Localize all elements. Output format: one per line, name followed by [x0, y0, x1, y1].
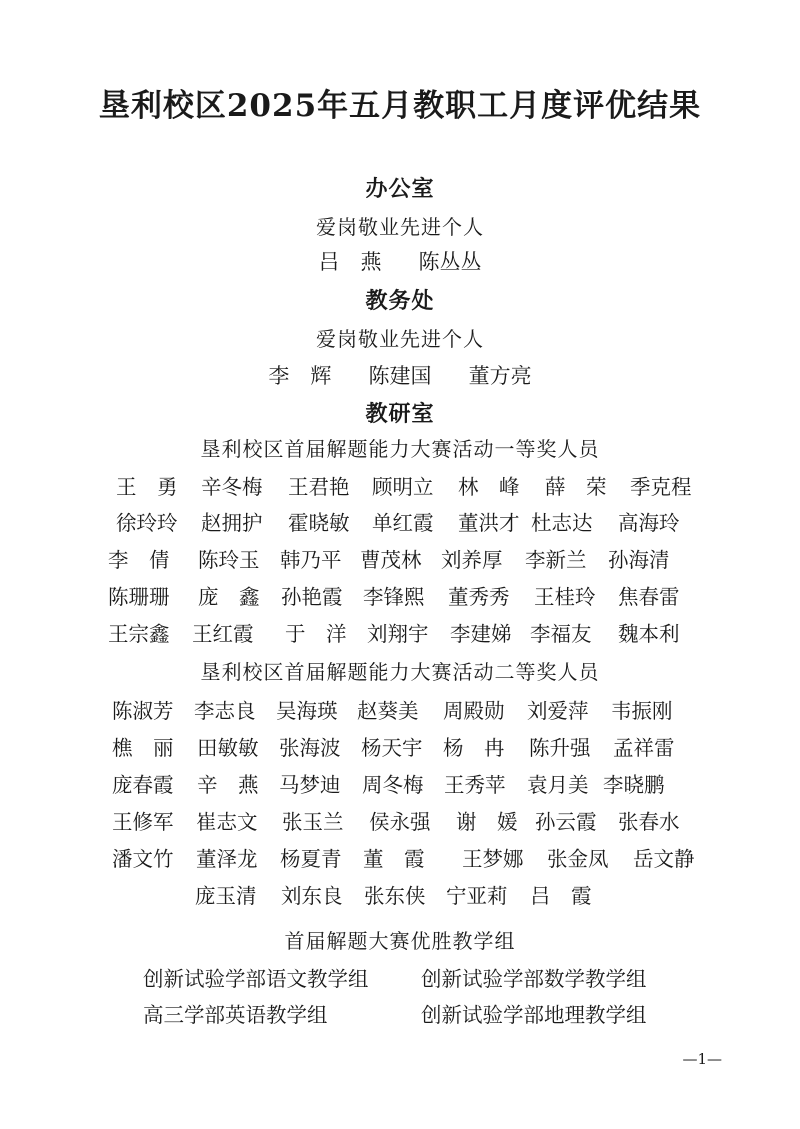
- name-cell: 杜志达: [531, 511, 593, 535]
- name-cell: 杨 冉: [443, 736, 505, 760]
- name-cell: 陈玲玉: [198, 548, 260, 572]
- teaching-groups-label: 首届解题大赛优胜教学组: [284, 929, 516, 953]
- name-cell: 辛冬梅: [201, 475, 263, 499]
- name-cell: 于 洋: [285, 622, 347, 646]
- academic-affairs-name: 李 辉: [268, 364, 332, 388]
- teaching-group: 创新试验学部数学教学组: [421, 967, 647, 991]
- name-cell: 董秀秀: [448, 585, 510, 609]
- name-cell: 李锋熙: [363, 585, 425, 609]
- name-cell: 张金凤: [547, 847, 609, 871]
- name-cell: 李晓鹏: [603, 773, 665, 797]
- name-cell: 谢 媛: [456, 810, 518, 834]
- name-cell: 周冬梅: [362, 773, 424, 797]
- dept-office-heading: 办公室: [365, 176, 435, 202]
- name-cell: 宁亚莉: [446, 884, 508, 908]
- name-cell: 刘爱萍: [527, 699, 589, 723]
- teaching-group: 创新试验学部语文教学组: [143, 967, 369, 991]
- name-cell: 李建娣: [450, 622, 512, 646]
- name-cell: 王红霞: [192, 622, 254, 646]
- name-cell: 田敏敏: [197, 736, 259, 760]
- name-cell: 高海玲: [618, 511, 680, 535]
- name-cell: 杨天宇: [361, 736, 423, 760]
- office-names: [0, 246, 800, 276]
- name-cell: 陈淑芳: [112, 699, 174, 723]
- name-cell: 韩乃平: [280, 548, 342, 572]
- name-cell: 杨夏青: [280, 847, 342, 871]
- name-cell: 霍晓敏: [288, 511, 350, 535]
- name-cell: 王宗鑫: [108, 622, 170, 646]
- name-cell: 马梦迪: [279, 773, 341, 797]
- name-cell: 周殿勋: [443, 699, 505, 723]
- name-cell: 王梦娜: [462, 847, 524, 871]
- name-cell: 徐玲玲: [116, 511, 178, 535]
- office-name: 陈丛丛: [418, 250, 482, 274]
- name-cell: 李福友: [530, 622, 592, 646]
- name-cell: 赵拥护: [201, 511, 263, 535]
- name-cell: 焦春雷: [618, 585, 680, 609]
- name-cell: 顾明立: [372, 475, 434, 499]
- name-cell: 崔志文: [196, 810, 258, 834]
- name-cell: 孟祥雷: [613, 736, 675, 760]
- name-cell: 李 倩: [108, 548, 170, 572]
- name-cell: 陈升强: [529, 736, 591, 760]
- name-cell: 王 勇: [116, 475, 178, 499]
- teaching-group: 创新试验学部地理教学组: [421, 1003, 647, 1027]
- name-cell: 孙云霞: [535, 810, 597, 834]
- page-title: 垦利校区2025年五月教职工月度评优结果: [98, 88, 702, 124]
- name-cell: 陈珊珊: [108, 585, 170, 609]
- name-cell: 韦振刚: [611, 699, 673, 723]
- name-cell: 辛 燕: [197, 773, 259, 797]
- name-cell: 孙海清: [608, 548, 670, 572]
- dept-research-office-heading: 教研室: [365, 401, 435, 427]
- name-cell: 吴海瑛: [276, 699, 338, 723]
- name-cell: 张春水: [618, 810, 680, 834]
- second-prize-label: 垦利校区首届解题能力大赛活动二等奖人员: [200, 660, 600, 684]
- name-cell: 单红霞: [372, 511, 434, 535]
- academic-affairs-name: 董方亮: [468, 364, 532, 388]
- academic-affairs-names: [0, 360, 800, 390]
- name-cell: 董 霞: [363, 847, 425, 871]
- name-cell: 曹茂林: [360, 548, 422, 572]
- name-cell: 刘东良: [281, 884, 343, 908]
- name-cell: 吕 霞: [530, 884, 592, 908]
- name-cell: 庞玉清: [195, 884, 257, 908]
- name-cell: 李志良: [194, 699, 256, 723]
- name-cell: 董洪才: [458, 511, 520, 535]
- office-name: 吕 燕: [318, 250, 382, 274]
- name-cell: 侯永强: [369, 810, 431, 834]
- name-cell: 庞春霞: [112, 773, 174, 797]
- name-cell: 袁月美: [527, 773, 589, 797]
- name-cell: 岳文静: [633, 847, 695, 871]
- name-cell: 刘翔宇: [367, 622, 429, 646]
- name-cell: 张玉兰: [282, 810, 344, 834]
- name-cell: 董泽龙: [196, 847, 258, 871]
- name-cell: 林 峰: [458, 475, 520, 499]
- name-cell: 魏本利: [618, 622, 680, 646]
- name-cell: 李新兰: [525, 548, 587, 572]
- name-cell: 张东侠: [364, 884, 426, 908]
- first-prize-label: 垦利校区首届解题能力大赛活动一等奖人员: [200, 437, 600, 461]
- academic-affairs-name: 陈建国: [368, 364, 432, 388]
- name-cell: 赵葵美: [357, 699, 419, 723]
- name-cell: 庞 鑫: [198, 585, 260, 609]
- name-cell: 季克程: [630, 475, 692, 499]
- name-cell: 王桂玲: [534, 585, 596, 609]
- name-cell: 刘养厚: [441, 548, 503, 572]
- academic-affairs-award-label: 爱岗敬业先进个人: [316, 327, 484, 351]
- name-cell: 王修军: [112, 810, 174, 834]
- dept-academic-affairs-heading: 教务处: [365, 288, 435, 314]
- name-cell: 孙艳霞: [281, 585, 343, 609]
- name-cell: 潘文竹: [112, 847, 174, 871]
- name-cell: 薛 荣: [545, 475, 607, 499]
- name-cell: 王君艳: [288, 475, 350, 499]
- name-cell: 张海波: [279, 736, 341, 760]
- name-cell: 王秀苹: [444, 773, 506, 797]
- name-cell: 樵 丽: [112, 736, 174, 760]
- office-award-label: 爱岗敬业先进个人: [316, 215, 484, 239]
- teaching-group: 高三学部英语教学组: [143, 1003, 328, 1027]
- page-number: —1—: [682, 1050, 722, 1068]
